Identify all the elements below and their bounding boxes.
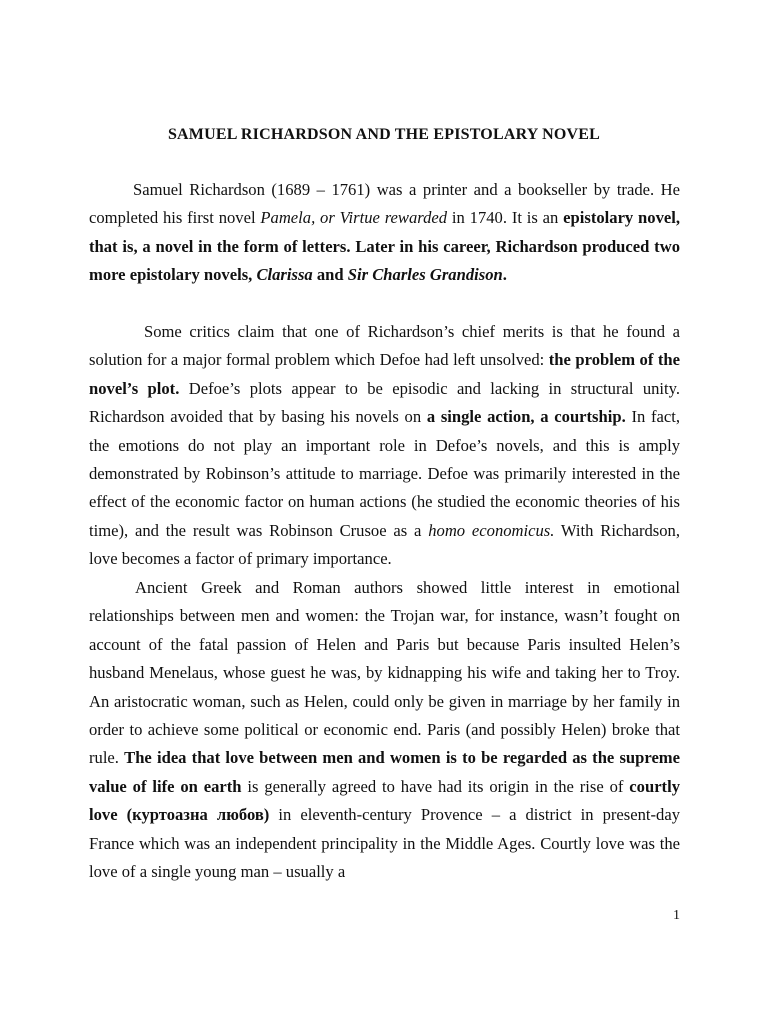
paragraph (89, 574, 680, 886)
page-number: 1 (673, 908, 680, 923)
text-run: With Richardson, love becomes a factor of primary importance. (89, 520, 680, 569)
text-run: In fact, the emotions do not play an important role in Defoe’s novels, and this is amply demonstrated by Robinson’s attitude to marriage. Defoe was primarily interested in the effect of the economic factor on human actions (he studied the economic theories of his time), and the result was Robinson Crusoe as a (89, 407, 680, 540)
text-run: in eleventh-century Provence – a district in present-day France which was an independent principality in the Middle Ages. Courtly love was the love of a single young man – usually a (89, 805, 681, 882)
text-run: and (312, 265, 348, 285)
text-run: the problem of the novel’s plot. (89, 350, 681, 398)
text-run: a single action, a courtship. (426, 407, 626, 427)
paragraph (89, 176, 680, 290)
text-run: Pamela, or Virtue rewarded (260, 208, 448, 228)
text-run: Sir Charles Grandison (347, 265, 503, 285)
text-run: homo economicus. (428, 520, 555, 540)
text-run: Clarissa (256, 265, 313, 285)
paragraph (89, 318, 680, 574)
text-run: epistolary novel, that is, a novel in the form of letters. Later in his career, Richardson produced two more epistolary novels, (89, 208, 680, 285)
text-run: . (502, 265, 507, 285)
text-run: in 1740. It is an (447, 208, 564, 228)
text-run: courtly love (куртоазна любов) (89, 776, 680, 825)
page-title: SAMUEL RICHARDSON AND THE EPISTOLARY NOVEL (167, 126, 601, 143)
text-run: Some critics claim that one of Richardson’s chief merits is that he found a solution for a major formal problem which Defoe had left unsolved: (89, 322, 680, 370)
text-run: Defoe’s plots appear to be episodic and lacking in structural unity. Richardson avoided that by basing his novels on (89, 378, 680, 427)
text-run: The idea that love between men and women is to be regarded as the supreme value of life on earth (89, 748, 680, 796)
text-run: Samuel Richardson (1689 – 1761) was a printer and a bookseller by trade. He completed his first novel (89, 180, 680, 228)
text-run: Ancient Greek and Roman authors showed little interest in emotional relationships between men and women: the Trojan war, for instance, wasn’t fought on account of the fatal passion of Helen and Paris but because Paris insulted Helen’s husband Menelaus, whose guest he was, by kidnapping his wife and taking her to Troy. An aristocratic woman, such as Helen, could only be given in marriage by her family in order to achieve some political or economic end. Paris (and possibly Helen) broke that rule. (89, 578, 680, 768)
text-run: is generally agreed to have had its origin in the rise of (241, 776, 630, 796)
